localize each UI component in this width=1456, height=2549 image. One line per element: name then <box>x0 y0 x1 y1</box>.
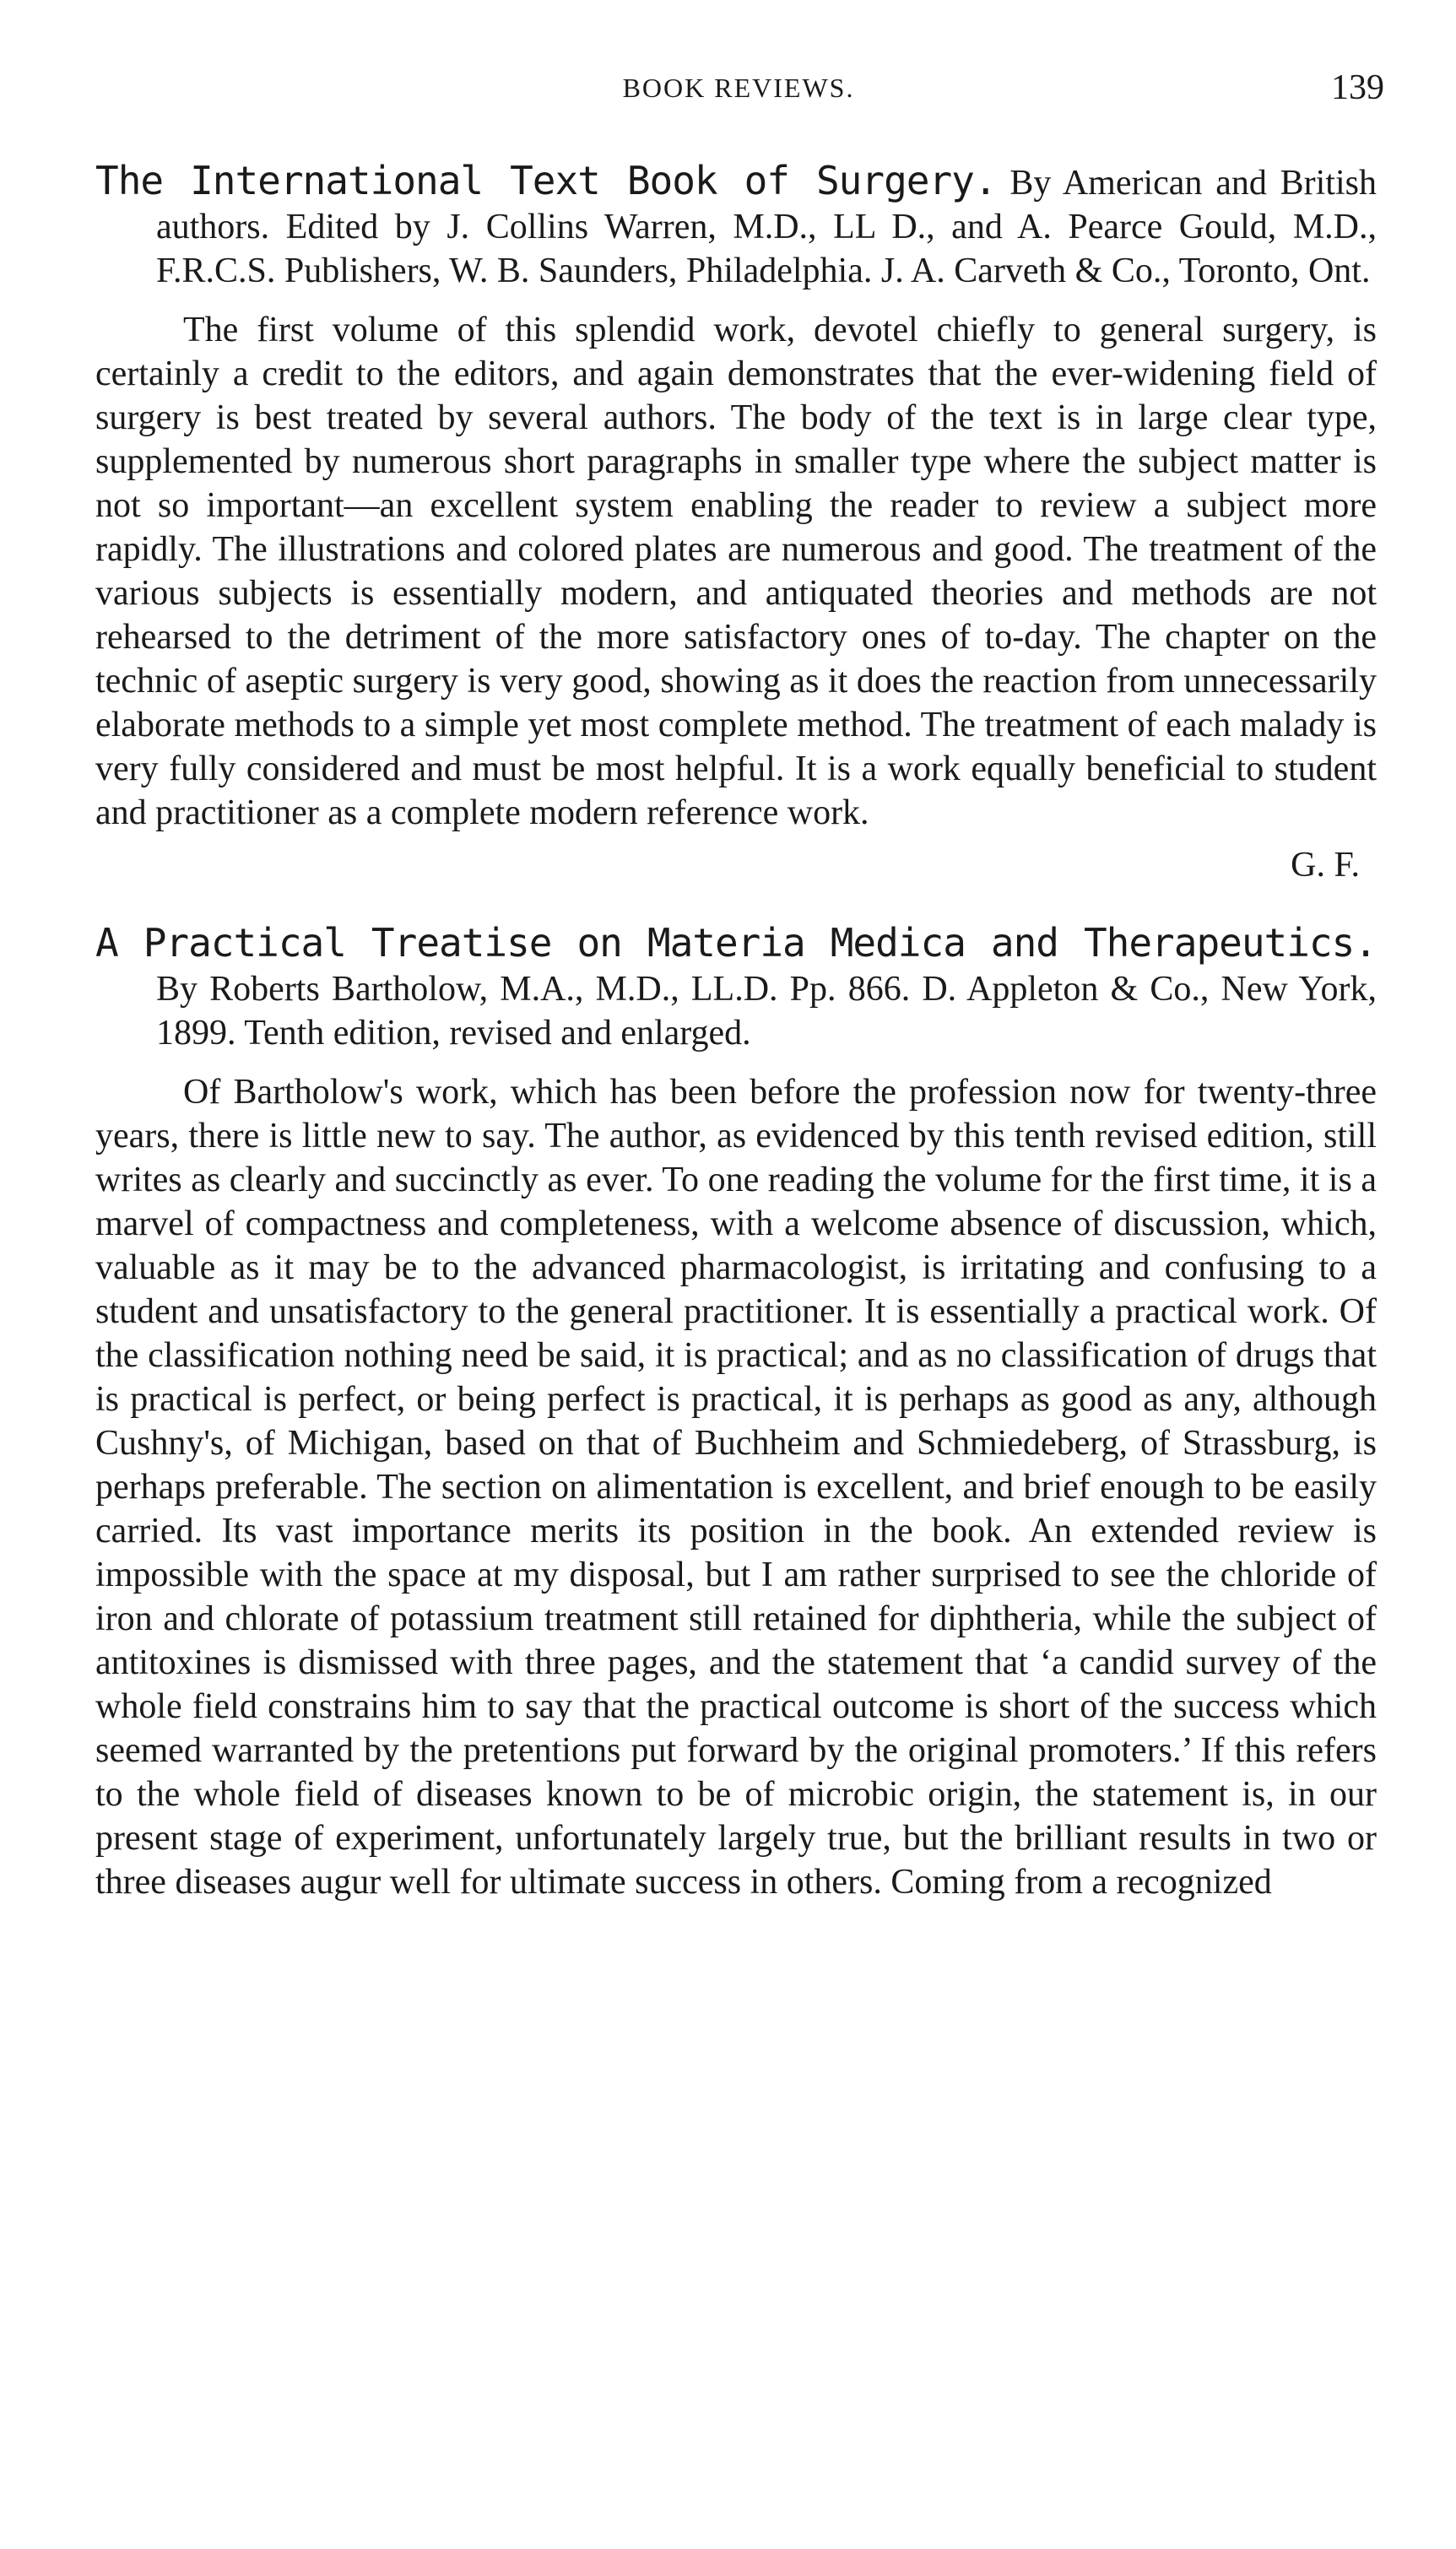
running-title: BOOK REVIEWS. <box>622 73 855 103</box>
review-title: The International Text Book of Surgery. <box>95 158 997 203</box>
review-citation: By American and British authors. Edited by J. Collins Warren, M.D., LL D., and A. Pearce Gould, M.D., F.R.C.S. Publishers, W. B. Saunders, Philadelphia. J. A. Carveth & Co., Toronto, Ont. <box>156 164 1377 290</box>
page-content <box>95 159 1377 1904</box>
running-head <box>93 68 1384 115</box>
review-signature: G. F. <box>1291 846 1360 885</box>
review-materia-medica <box>95 921 1377 1904</box>
page-number: 139 <box>1331 68 1384 107</box>
review-heading <box>95 159 1377 293</box>
review-heading <box>95 921 1377 1055</box>
review-body: Of Bartholow's work, which has been before the profession now for twenty-three years, there is little new to say. The author, as evidenced by this tenth revised edition, still writes as clearly and succinctly as ever. To one reading the volume for the first time, it is a marvel of compactness and completeness, with a welcome absence of discussion, which, valuable as it may be to the advanced pharmacologist, is irritating and confusing to a student and unsatisfactory to the general practitioner. It is essentially a practical work. Of the classification nothing need be said, it is practical; and as no classification of drugs that is practical is perfect, or being perfect is practical, it is perhaps as good as any, although Cushny's, of Michigan, based on that of Buchheim and Schmiedeberg, of Strassburg, is perhaps preferable. The section on alimentation is excellent, and brief enough to be easily carried. Its vast importance merits its position in the book. An extended review is impossible with the space at my disposal, but I am rather surprised to see the chloride of iron and chlorate of potassium treatment still retained for diphtheria, while the subject of antitoxines is dismissed with three pages, and the statement that ‘a candid survey of the whole field constrains him to say that the practical outcome is short of the success which seemed warranted by the pretentions put forward by the original promoters.’ If this refers to the whole field of diseases known to be of microbic origin, the statement is, in our present stage of experiment, unfortunately largely true, but the brilliant results in two or three diseases augur well for ultimate success in others. Coming from a recognized <box>95 1073 1377 1902</box>
review-title: A Practical Treatise on Materia Medica and Therapeutics. <box>95 920 1377 966</box>
review-citation: By Roberts Bartholow, M.A., M.D., LL.D. Pp. 866. D. Appleton & Co., New York, 1899. Tenth edition, revised and enlarged. <box>156 970 1377 1053</box>
review-surgery <box>95 159 1377 887</box>
review-body: The first volume of this splendid work, devotel chiefly to general surgery, is certainly a credit to the editors, and again demonstrates that the ever-widening field of surgery is best treated by several authors. The body of the text is in large clear type, supplemented by numerous short paragraphs in smaller type where the subject matter is not so important—an excellent system enabling the reader to review a subject more rapidly. The illustrations and colored plates are numerous and good. The treatment of the various subjects is essentially modern, and antiquated theories and methods are not rehearsed to the detriment of the more satisfactory ones of to-day. The chapter on the technic of aseptic surgery is very good, showing as it does the reaction from unnecessarily elaborate methods to a simple yet most complete method. The treatment of each malady is very fully considered and must be most helpful. It is a work equally beneficial to student and practitioner as a complete modern reference work. <box>95 311 1377 832</box>
